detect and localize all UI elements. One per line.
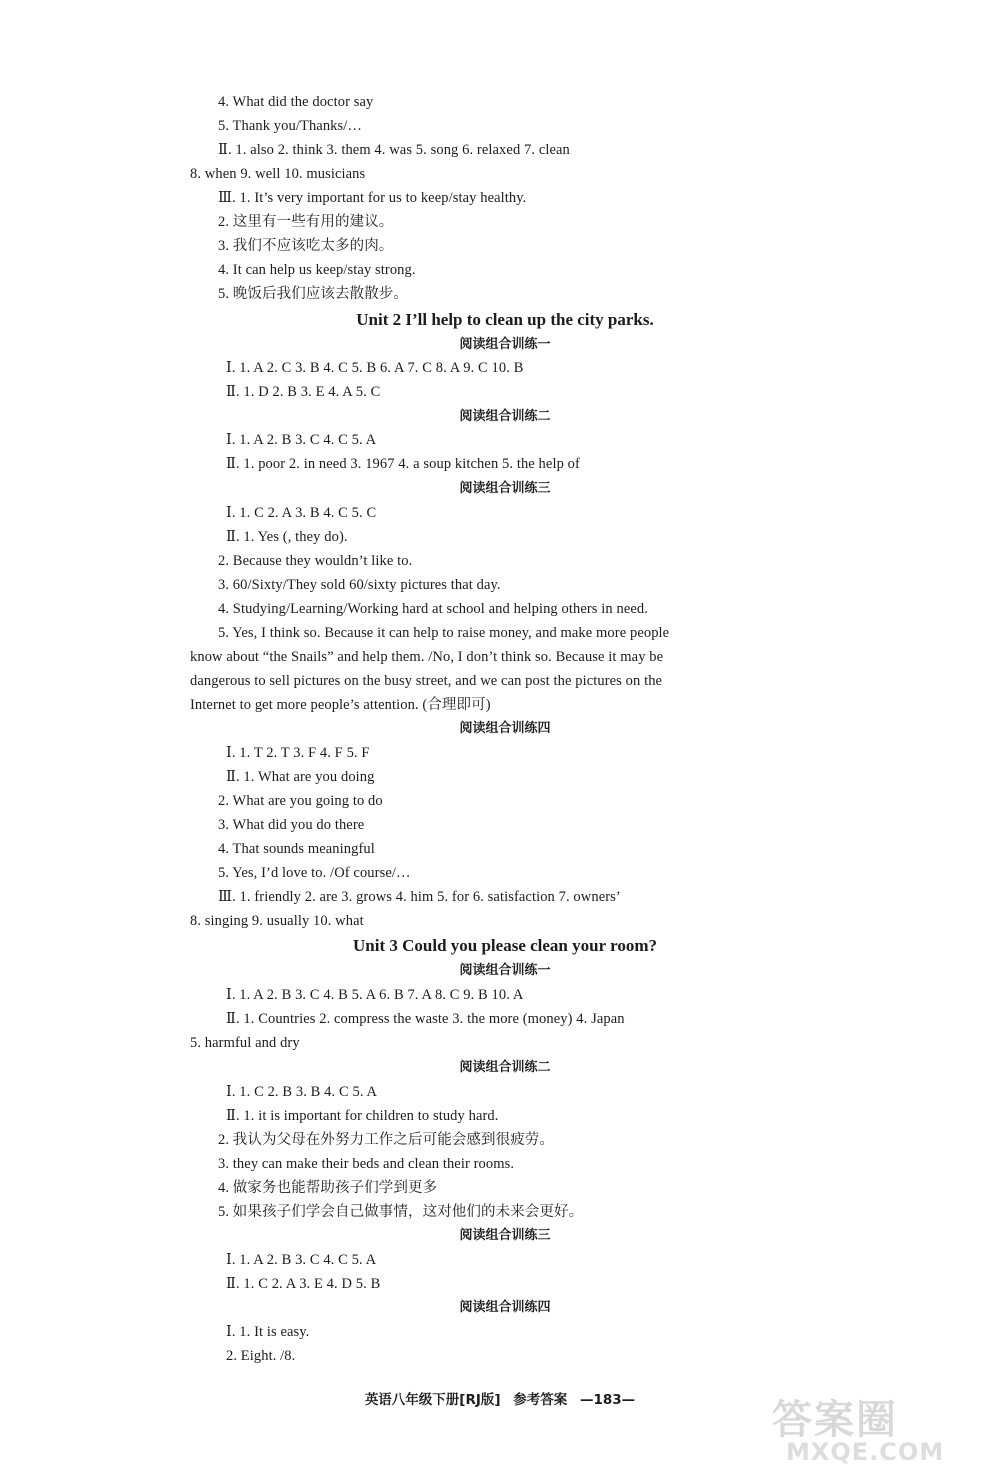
answer-line: Ⅰ. 1. T 2. T 3. F 4. F 5. F	[226, 745, 370, 761]
answer-line: 5. Yes, I think so. Because it can help to raise money, and make more people	[218, 625, 670, 641]
answer-line: 5. Thank you/Thanks/…	[218, 118, 362, 134]
unit-2-title: Unit 2 I’ll help to clean up the city parks.	[356, 310, 654, 329]
answer-line: Ⅱ. 1. poor 2. in need 3. 1967 4. a soup kitchen 5. the help of	[226, 456, 580, 472]
section-heading: 阅读组合训练四	[459, 721, 551, 736]
answer-line: 8. singing 9. usually 10. what	[190, 913, 364, 929]
answer-line: 5. 如果孩子们学会自己做事情，这对他们的未来会更好。	[218, 1204, 584, 1220]
answer-line: Ⅱ. 1. also 2. think 3. them 4. was 5. song 6. relaxed 7. clean	[218, 142, 570, 158]
answer-line: 4. That sounds meaningful	[218, 841, 375, 857]
answer-line: Ⅰ. 1. A 2. C 3. B 4. C 5. B 6. A 7. C 8. A 9. C 10. B	[226, 360, 524, 376]
section-heading: 阅读组合训练一	[459, 337, 551, 352]
answer-line: 4. What did the doctor say	[218, 94, 374, 110]
section-heading: 阅读组合训练二	[459, 409, 551, 424]
answer-line: Ⅲ. 1. It’s very important for us to keep/stay healthy.	[218, 190, 527, 206]
section-heading: 阅读组合训练三	[459, 1228, 551, 1243]
answer-line: know about “the Snails” and help them. /No, I don’t think so. Because it may be	[190, 649, 664, 665]
answer-line: dangerous to sell pictures on the busy street, and we can post the pictures on the	[190, 673, 663, 689]
answer-line: 4. Studying/Learning/Working hard at school and helping others in need.	[218, 601, 648, 617]
answer-line: Ⅱ. 1. it is important for children to study hard.	[226, 1108, 499, 1124]
answer-line: 2. Eight. /8.	[226, 1348, 296, 1364]
answer-line: Ⅱ. 1. D 2. B 3. E 4. A 5. C	[226, 384, 381, 400]
section-heading: 阅读组合训练四	[459, 1300, 551, 1315]
answer-line: 5. harmful and dry	[190, 1035, 300, 1051]
answer-line: Ⅰ. 1. A 2. B 3. C 4. C 5. A	[226, 432, 377, 448]
answer-line: Ⅱ. 1. Yes (, they do).	[226, 529, 348, 545]
answer-line: 5. 晚饭后我们应该去散散步。	[218, 286, 408, 302]
answer-line: 4. It can help us keep/stay strong.	[218, 262, 416, 278]
section-heading: 阅读组合训练二	[459, 1060, 551, 1075]
answer-line: Ⅱ. 1. What are you doing	[226, 769, 375, 785]
page-number: —183—	[579, 1392, 636, 1408]
answer-line: Ⅰ. 1. A 2. B 3. C 4. B 5. A 6. B 7. A 8. C 9. B 10. A	[226, 987, 524, 1003]
answer-line: Internet to get more people’s attention. (合理即可)	[190, 697, 491, 713]
answer-line: 3. 60/Sixty/They sold 60/sixty pictures that day.	[218, 577, 501, 593]
answer-line: 8. when 9. well 10. musicians	[190, 166, 366, 182]
watermark-url: MXQE.COM	[786, 1438, 945, 1466]
unit-3-title: Unit 3 Could you please clean your room?	[353, 936, 657, 955]
answer-line: 2. 这里有一些有用的建议。	[218, 214, 394, 230]
answer-line: 2. 我认为父母在外努力工作之后可能会感到很疲劳。	[218, 1132, 554, 1148]
watermark	[772, 1388, 972, 1468]
answer-line: 4. 做家务也能帮助孩子们学到更多	[218, 1180, 438, 1196]
answer-line: 2. Because they wouldn’t like to.	[218, 553, 413, 569]
answer-line: Ⅲ. 1. friendly 2. are 3. grows 4. him 5. for 6. satisfaction 7. owners’	[218, 889, 621, 905]
answer-line: 3. What did you do there	[218, 817, 365, 833]
answer-line: Ⅰ. 1. C 2. B 3. B 4. C 5. A	[226, 1084, 378, 1100]
section-heading: 阅读组合训练一	[459, 963, 551, 978]
watermark-logo: 答案圈	[772, 1397, 898, 1443]
answer-line: 3. they can make their beds and clean their rooms.	[218, 1156, 515, 1172]
answer-line: Ⅱ. 1. Countries 2. compress the waste 3. the more (money) 4. Japan	[226, 1011, 625, 1027]
answer-line: Ⅱ. 1. C 2. A 3. E 4. D 5. B	[226, 1276, 381, 1292]
section-heading: 阅读组合训练三	[459, 481, 551, 496]
answer-line: 5. Yes, I’d love to. /Of course/…	[218, 865, 411, 881]
answer-line: Ⅰ. 1. It is easy.	[226, 1324, 310, 1340]
footer-section: 参考答案	[513, 1392, 568, 1408]
answer-line: 2. What are you going to do	[218, 793, 383, 809]
answer-line: 3. 我们不应该吃太多的肉。	[218, 238, 394, 254]
answer-line: Ⅰ. 1. A 2. B 3. C 4. C 5. A	[226, 1252, 377, 1268]
answer-line: Ⅰ. 1. C 2. A 3. B 4. C 5. C	[226, 505, 377, 521]
footer-book-title: 英语八年级下册[RJ版]	[364, 1392, 501, 1408]
